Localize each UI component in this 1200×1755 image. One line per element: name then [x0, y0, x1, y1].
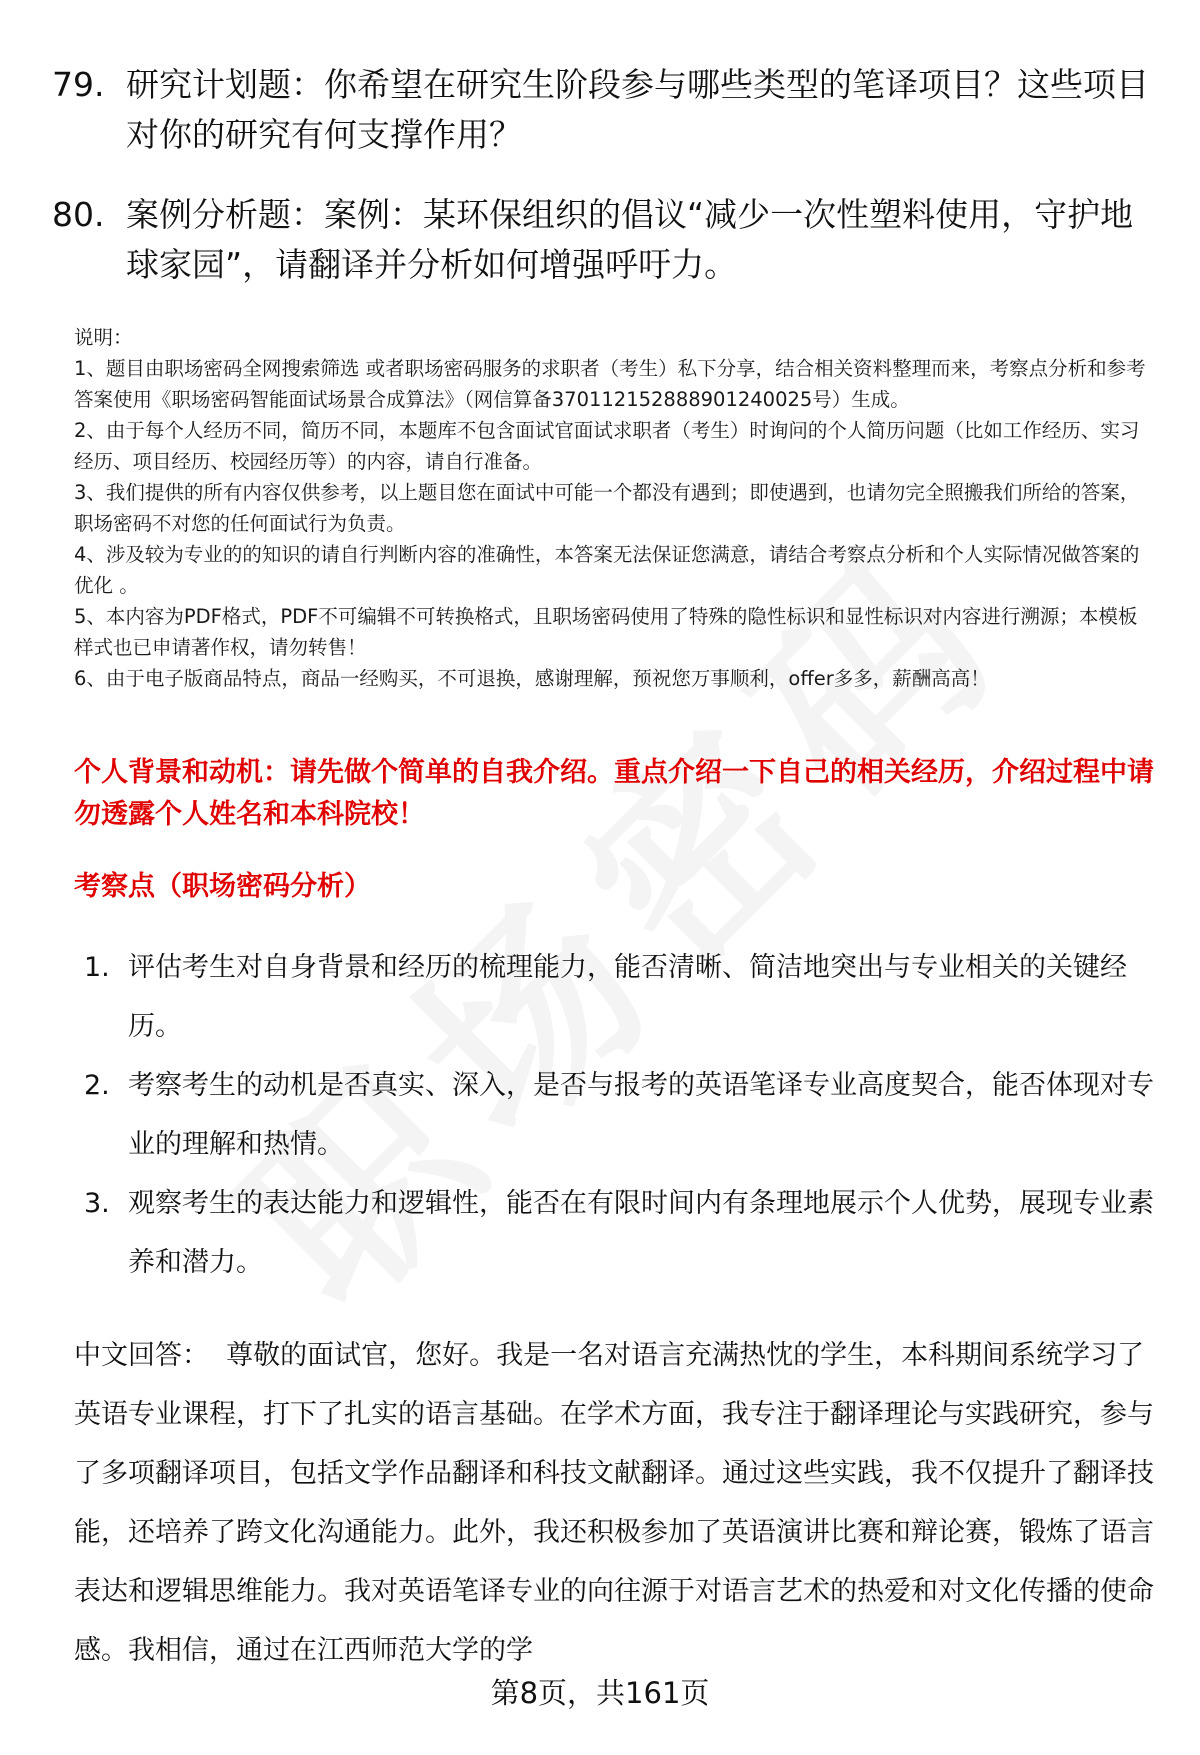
page-footer: 第8页，共161页 [490, 1676, 710, 1710]
note-item: 4、涉及较为专业的的知识的请自行判断内容的准确性，本答案无法保证您满意，请结合考察点分析和个人实际情况做答案的优化 。 [74, 543, 1140, 597]
note-item: 6、由于电子版商品特点，商品一经购买，不可退换，感谢理解，预祝您万事顺利，offer多多，薪酬高高！ [74, 667, 990, 690]
note-item: 3、我们提供的所有内容仅供参考，以上题目您在面试中可能一个都没有遇到；即使遇到，也请勿完全照搬我们所给的答案，职场密码不对您的任何面试行为负责。 [74, 481, 1140, 535]
note-item: 2、由于每个人经历不同，简历不同，本题库不包含面试官面试求职者（考生）时询问的个人简历问题（比如工作经历、实习经历、项目经历、校园经历等）的内容，请自行准备。 [74, 419, 1140, 473]
answer-paragraph [74, 1326, 1154, 1680]
note-item: 5、本内容为PDF格式，PDF不可编辑不可转换格式，且职场密码使用了特殊的隐性标识和显性标识对内容进行溯源；本模板样式也已申请著作权，请勿转售！ [74, 605, 1138, 659]
current-question: 个人背景和动机：请先做个简单的自我介绍。重点介绍一下自己的相关经历，介绍过程中请勿透露个人姓名和本科院校！ [74, 757, 1154, 830]
question-text: 案例分析题：案例：某环保组织的倡议“减少一次性塑料使用，守护地球家园”，请翻译并分析如何增强呼吁力。 [126, 195, 1134, 284]
note-item: 1、题目由职场密码全网搜索筛选 或者职场密码服务的求职者（考生）私下分享，结合相关资料整理而来，考察点分析和参考答案使用《职场密码智能面试场景合成算法》（网信算备370112152888901240025号）生成。 [74, 357, 1146, 411]
question-text: 研究计划题：你希望在研究生阶段参与哪些类型的笔译项目？这些项目对你的研究有何支撑作用？ [126, 65, 1149, 154]
point-text: 评估考生对自身背景和经历的梳理能力，能否清晰、简洁地突出与专业相关的关键经历。 [128, 952, 1127, 1042]
answer-label: 中文回答： [74, 1340, 209, 1371]
question-80 [52, 190, 1152, 290]
question-number: 79. [52, 65, 105, 104]
question-number: 80. [52, 195, 105, 234]
point-number: 3. [84, 1188, 110, 1219]
answer-text: 尊敬的面试官，您好。我是一名对语言充满热忱的学生，本科期间系统学习了英语专业课程，打下了扎实的语言基础。在学术方面，我专注于翻译理论与实践研究，参与了多项翻译项目，包括文学作品翻译和科技文献翻译。通过这些实践，我不仅提升了翻译技能，还培养了跨文化沟通能力。此外，我还积极参加了英语演讲比赛和辩论赛，锻炼了语言表达和逻辑思维能力。我对英语笔译专业的向往源于对语言艺术的热爱和对文化传播的使命感。我相信，通过在江西师范大学的学 [74, 1340, 1154, 1666]
disclaimer-notes [74, 322, 1154, 694]
question-79 [52, 60, 1152, 160]
point-text: 观察考生的表达能力和逻辑性，能否在有限时间内有条理地展示个人优势，展现专业素养和潜力。 [128, 1188, 1154, 1278]
analysis-point [74, 1056, 1154, 1174]
notes-title: 说明： [74, 326, 133, 349]
point-number: 1. [84, 952, 110, 983]
analysis-points [74, 938, 1154, 1292]
analysis-point [74, 938, 1154, 1056]
point-text: 考察考生的动机是否真实、深入，是否与报考的英语笔译专业高度契合，能否体现对专业的理解和热情。 [128, 1070, 1154, 1160]
analysis-point [74, 1174, 1154, 1292]
point-number: 2. [84, 1070, 110, 1101]
analysis-heading: 考察点（职场密码分析） [74, 871, 371, 902]
